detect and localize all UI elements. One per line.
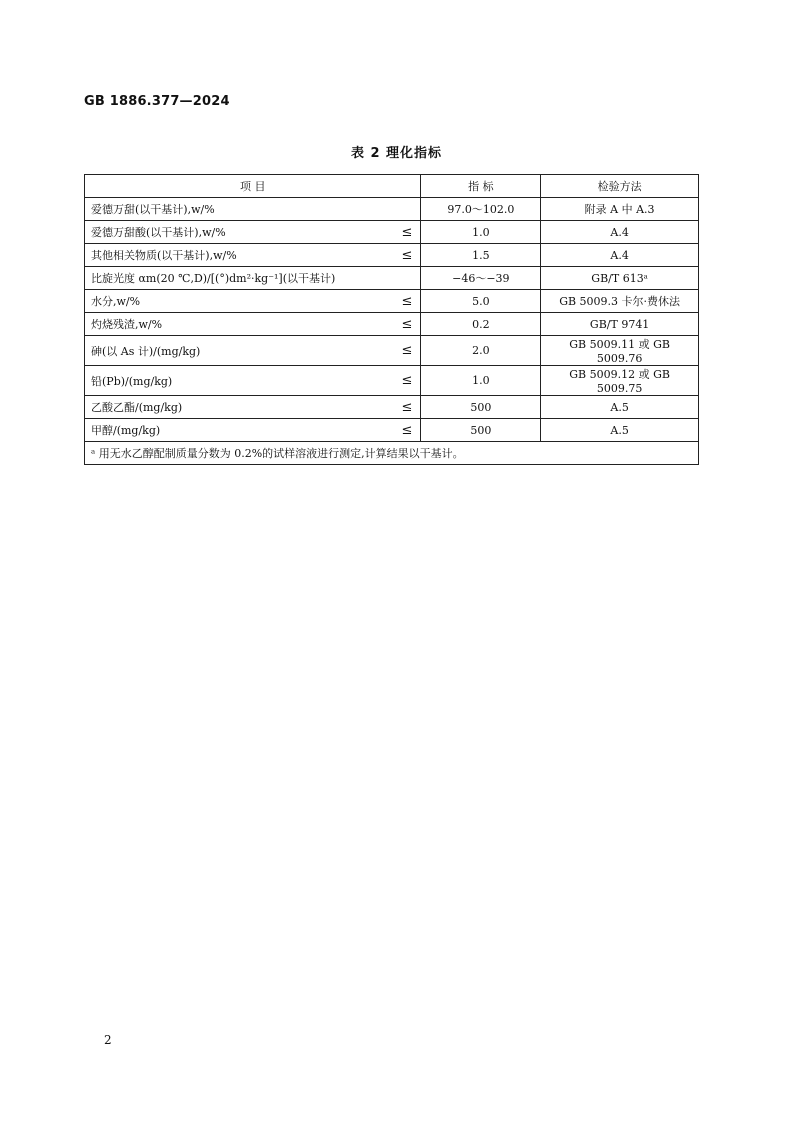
table-row [85,290,699,313]
method-cell: GB 5009.11 或 GB 5009.76 [541,336,699,366]
item-label: 乙酸乙酯/(mg/kg) [91,401,183,414]
item-label: 爱德万甜酸(以干基计),w/% [91,226,226,239]
table-footnote: ᵃ 用无水乙醇配制质量分数为 0.2%的试样溶液进行测定,计算结果以干基计。 [85,442,699,465]
comparison-operator: ≤ [401,224,413,240]
method-cell: A.5 [541,419,699,442]
standard-number: GB 1886.377—2024 [84,94,230,109]
item-cell [85,419,421,442]
value-cell: 1.0 [421,221,541,244]
comparison-operator: ≤ [401,399,413,415]
page-number: 2 [104,1033,112,1047]
method-cell: GB/T 9741 [541,313,699,336]
comparison-operator: ≤ [401,343,413,358]
method-cell: GB/T 613ᵃ [541,267,699,290]
item-label: 其他相关物质(以干基计),w/% [91,249,237,262]
item-cell [85,396,421,419]
value-cell: 97.0～102.0 [421,198,541,221]
item-cell [85,198,421,221]
item-cell [85,244,421,267]
item-label: 爱德万甜(以干基计),w/% [91,203,215,216]
table-row [85,267,699,290]
table-header-row [85,175,699,198]
header-item: 项 目 [85,175,421,198]
item-label: 灼烧残渣,w/% [91,318,163,331]
item-label: 甲醇/(mg/kg) [91,424,161,437]
item-label: 铅(Pb)/(mg/kg) [91,374,173,388]
table-caption: 表 2 理化指标 [350,146,443,161]
value-cell: 5.0 [421,290,541,313]
comparison-operator: ≤ [401,293,413,309]
item-cell [85,313,421,336]
table-row [85,198,699,221]
method-cell: A.4 [541,221,699,244]
value-cell: 1.5 [421,244,541,267]
header-method: 检验方法 [541,175,699,198]
comparison-operator: ≤ [401,373,413,388]
item-cell [85,221,421,244]
item-label: 砷(以 As 计)/(mg/kg) [91,344,201,358]
item-label: 水分,w/% [91,295,141,308]
method-cell: GB 5009.3 卡尔·费休法 [541,290,699,313]
header-value: 指 标 [421,175,541,198]
table-row [85,336,699,366]
table-row [85,244,699,267]
table-row [85,366,699,396]
value-cell: 500 [421,419,541,442]
table-row [85,221,699,244]
comparison-operator: ≤ [401,422,413,438]
method-cell: A.4 [541,244,699,267]
table-row [85,313,699,336]
table-body [85,198,699,442]
item-label: 比旋光度 αm(20 ℃,D)/[(°)dm²·kg⁻¹](以干基计) [91,272,336,285]
item-cell [85,290,421,313]
method-cell: A.5 [541,396,699,419]
specification-table [84,174,699,465]
method-cell: GB 5009.12 或 GB 5009.75 [541,366,699,396]
method-cell: 附录 A 中 A.3 [541,198,699,221]
table-row [85,396,699,419]
comparison-operator: ≤ [401,316,413,332]
value-cell: 0.2 [421,313,541,336]
value-cell: 500 [421,396,541,419]
value-cell: −46～−39 [421,267,541,290]
item-cell [85,336,421,366]
value-cell: 1.0 [421,366,541,396]
footnote-row [85,442,699,465]
item-cell [85,366,421,396]
item-cell [85,267,421,290]
value-cell: 2.0 [421,336,541,366]
table-row [85,419,699,442]
comparison-operator: ≤ [401,247,413,263]
